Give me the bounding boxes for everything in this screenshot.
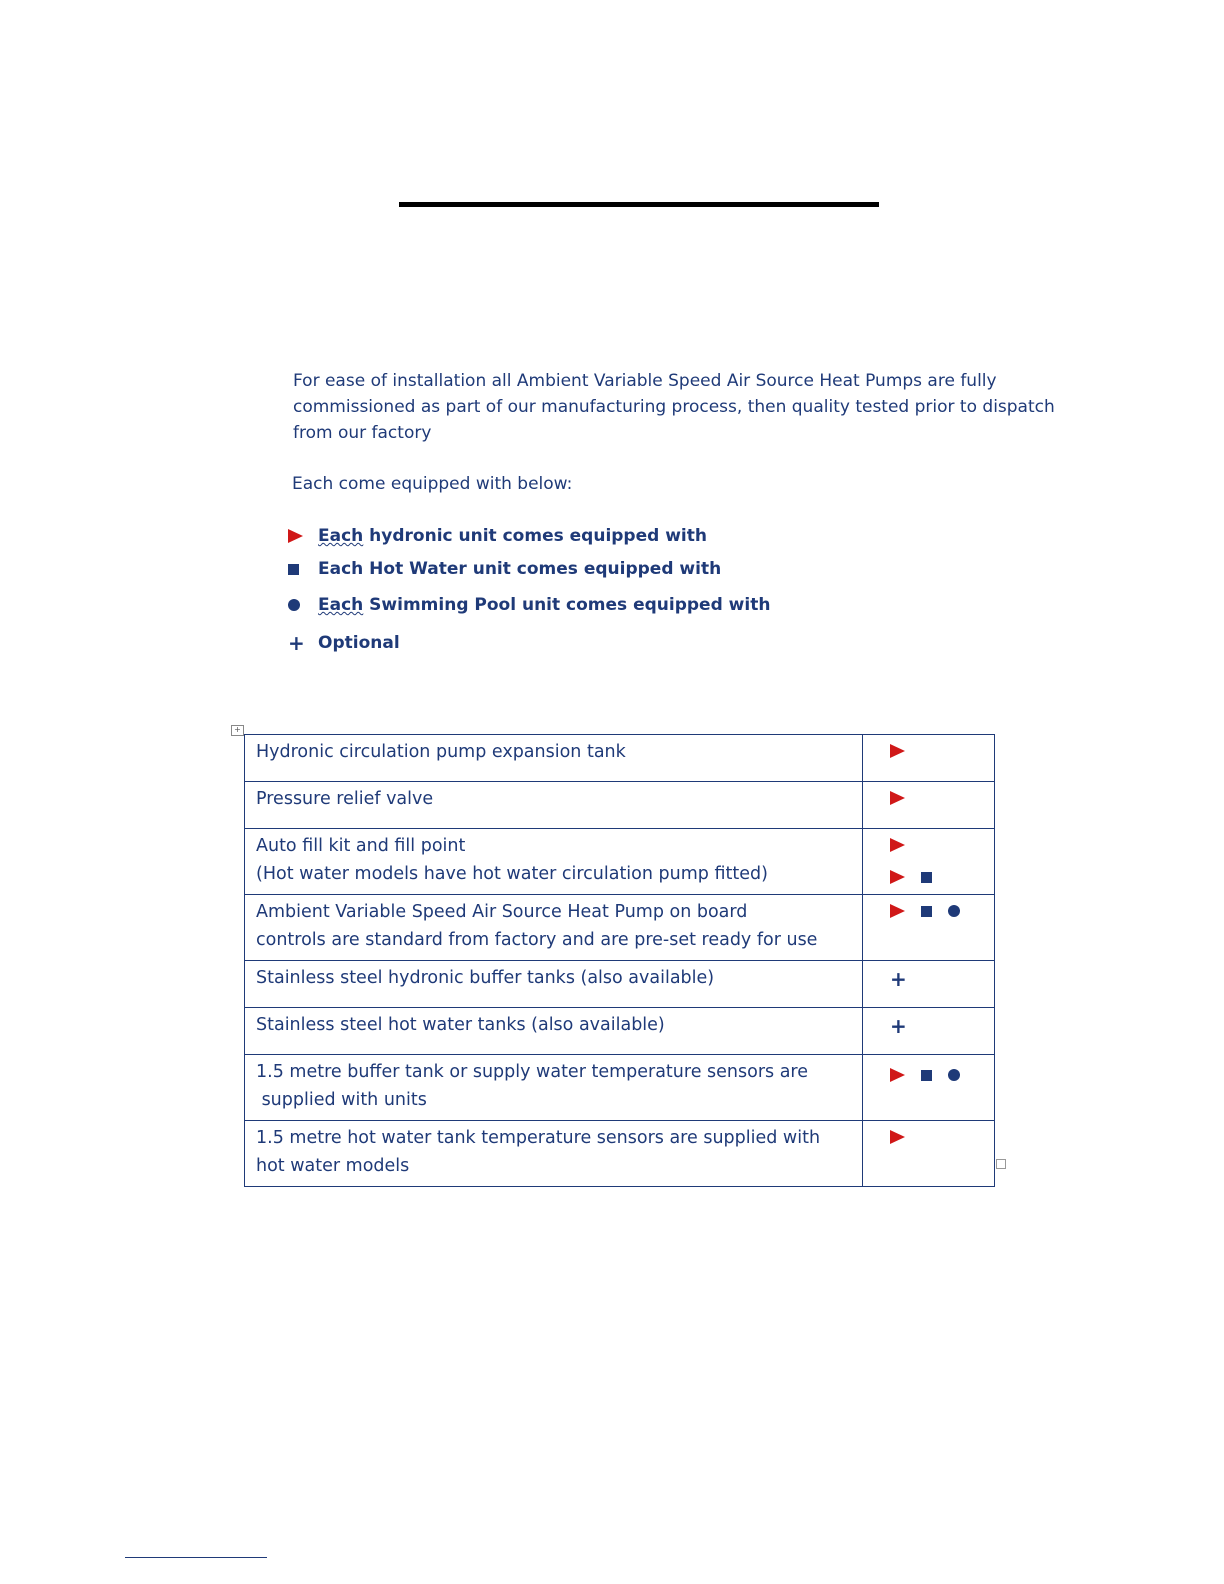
red-triangle-icon — [890, 838, 905, 852]
table-cell-description: Hydronic circulation pump expansion tank — [245, 735, 863, 782]
table-row — [245, 829, 995, 895]
table-cell-description: Pressure relief valve — [245, 782, 863, 829]
plus-icon: + — [288, 631, 305, 655]
table-cell-marks — [863, 895, 995, 961]
square-icon — [921, 1070, 932, 1081]
table-row — [245, 1008, 995, 1055]
red-triangle-icon — [890, 791, 905, 805]
table-row — [245, 895, 995, 961]
table-cell-description: 1.5 metre buffer tank or supply water temperature sensors are supplied with units — [245, 1055, 863, 1121]
table-resize-handle[interactable] — [996, 1159, 1006, 1169]
red-triangle-icon — [890, 904, 905, 918]
red-triangle-icon — [890, 1068, 905, 1082]
square-icon — [288, 564, 299, 575]
title-rule — [399, 202, 879, 207]
table-cell-description: Stainless steel hydronic buffer tanks (also available) — [245, 961, 863, 1008]
table-cell-description: Auto fill kit and fill point (Hot water models have hot water circulation pump fitted) — [245, 829, 863, 895]
circle-icon — [948, 905, 960, 917]
table-row — [245, 782, 995, 829]
intro-paragraph: For ease of installation all Ambient Variable Speed Air Source Heat Pumps are fully commissioned as part of our manufacturing process, then quality tested prior to dispatch from our factory — [293, 371, 1055, 443]
table-cell-marks — [863, 1121, 995, 1187]
table-cell-marks — [863, 829, 995, 895]
table-row — [245, 735, 995, 782]
equipment-table — [244, 734, 995, 1187]
table-row — [245, 1055, 995, 1121]
table-cell-marks — [863, 1008, 995, 1055]
legend-hydronic: Each hydronic unit comes equipped with — [288, 526, 707, 546]
red-triangle-icon — [890, 744, 905, 758]
table-cell-marks — [863, 1055, 995, 1121]
table-cell-marks — [863, 782, 995, 829]
table-cell-description: 1.5 metre hot water tank temperature sensors are supplied with hot water models — [245, 1121, 863, 1187]
table-row — [245, 961, 995, 1008]
legend-hot-water: Each Hot Water unit comes equipped with — [288, 559, 721, 579]
table-cell-description: Ambient Variable Speed Air Source Heat Pump on board controls are standard from factory and are pre-set ready for use — [245, 895, 863, 961]
square-icon — [921, 906, 932, 917]
plus-icon: + — [890, 967, 907, 991]
equipped-heading: Each come equipped with below: — [292, 474, 573, 494]
legend-optional: + Optional — [288, 631, 400, 655]
square-icon — [921, 872, 932, 883]
plus-icon: + — [890, 1014, 907, 1038]
red-triangle-icon — [890, 1130, 905, 1144]
table-cell-marks — [863, 735, 995, 782]
table-cell-marks — [863, 961, 995, 1008]
table-move-handle-icon[interactable]: + — [231, 725, 244, 736]
red-triangle-icon — [890, 870, 905, 884]
table-cell-description: Stainless steel hot water tanks (also available) — [245, 1008, 863, 1055]
red-triangle-icon — [288, 529, 303, 543]
footnote-separator — [125, 1557, 267, 1558]
circle-icon — [948, 1069, 960, 1081]
table-row — [245, 1121, 995, 1187]
circle-icon — [288, 599, 300, 611]
legend-swimming-pool: Each Swimming Pool unit comes equipped with — [288, 595, 770, 615]
